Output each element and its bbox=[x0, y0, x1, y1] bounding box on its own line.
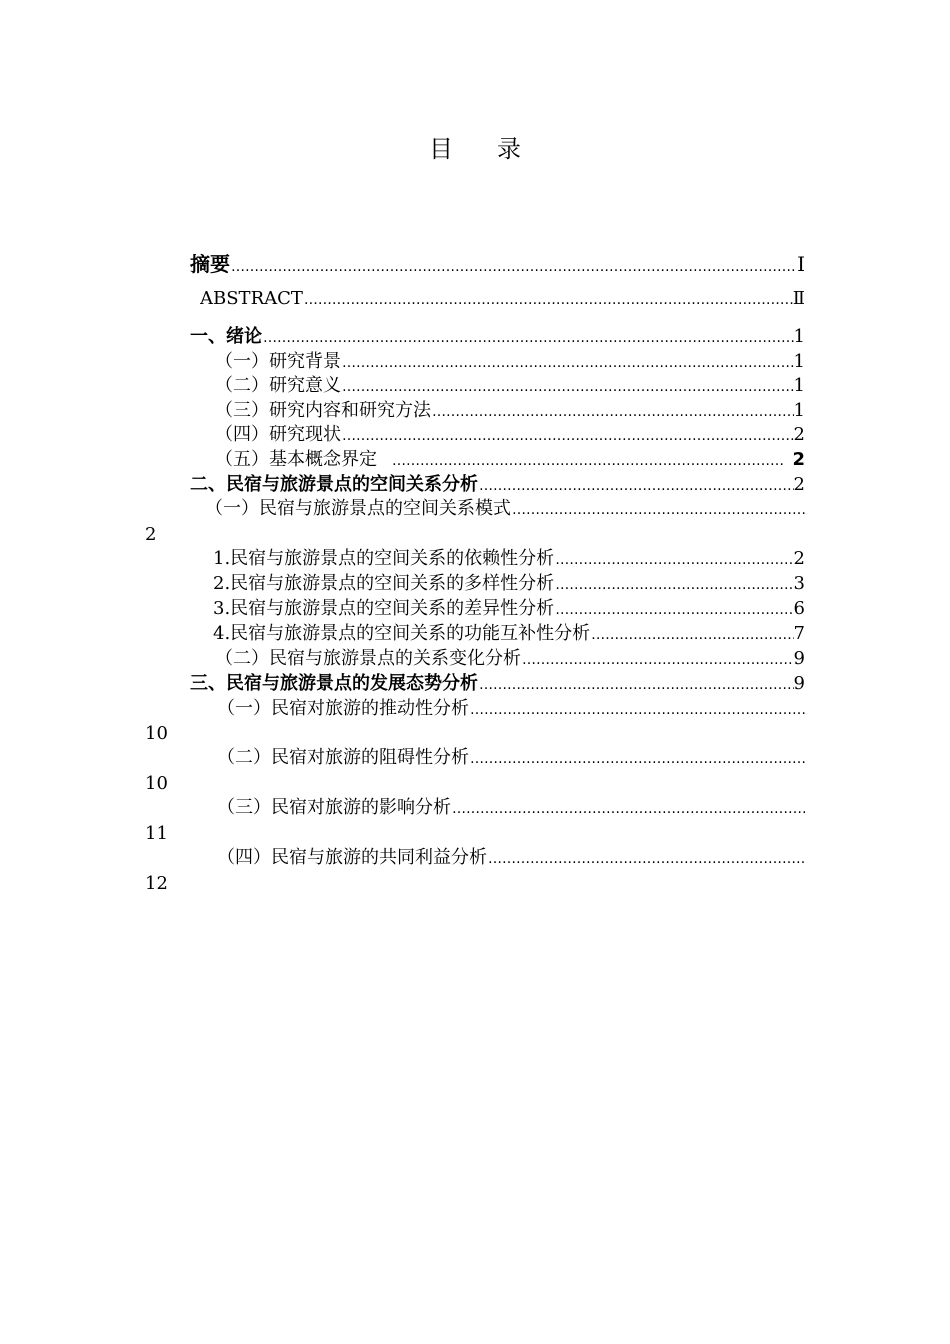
toc-entry-text: ABSTRACT bbox=[200, 288, 303, 309]
toc-entry-text: （二）民宿对旅游的阻碍性分析 bbox=[217, 747, 469, 768]
toc-page-number: 2 bbox=[793, 474, 805, 495]
dot-leader bbox=[341, 424, 794, 447]
toc-entry-text: （二）研究意义 bbox=[215, 375, 341, 396]
toc-entry-text: （四）民宿与旅游的共同利益分析 bbox=[217, 847, 487, 868]
title-char-1: 目 bbox=[429, 135, 453, 163]
toc-page-number: Ⅰ bbox=[797, 252, 805, 276]
dot-leader bbox=[478, 474, 794, 497]
toc-entry-abstract-cn[interactable] bbox=[190, 250, 805, 278]
toc-page-number: 10 bbox=[145, 723, 168, 744]
toc-page-number: 9 bbox=[793, 673, 805, 694]
dot-leader bbox=[341, 375, 794, 398]
toc-page-number: 1 bbox=[793, 351, 805, 372]
toc-entry-section-2-1[interactable] bbox=[205, 497, 805, 521]
toc-page-number: 2 bbox=[793, 548, 805, 569]
dot-leader bbox=[554, 598, 793, 621]
dot-leader bbox=[341, 351, 794, 374]
title-char-2: 录 bbox=[497, 135, 521, 163]
toc-page-number: 6 bbox=[793, 598, 805, 619]
toc-page-number: 9 bbox=[793, 648, 805, 669]
toc-entry-subsection-2-1-1[interactable] bbox=[213, 547, 805, 571]
dot-leader bbox=[590, 623, 793, 646]
toc-entry-text: （一）研究背景 bbox=[215, 351, 341, 372]
toc-entry-text: 2.民宿与旅游景点的空间关系的多样性分析 bbox=[213, 573, 555, 594]
toc-entry-subsection-2-1-3[interactable] bbox=[213, 597, 805, 621]
dot-leader bbox=[511, 498, 805, 521]
toc-entry-text: 一、绪论 bbox=[190, 326, 262, 347]
toc-entry-subsection-2-1-4[interactable] bbox=[213, 622, 805, 646]
toc-entry-text: （二）民宿与旅游景点的关系变化分析 bbox=[215, 648, 521, 669]
dot-leader bbox=[230, 253, 797, 278]
toc-entry-text: 三、民宿与旅游景点的发展态势分析 bbox=[190, 673, 478, 694]
toc-entry-chapter-1[interactable] bbox=[190, 325, 805, 349]
toc-entry-section-3-1[interactable] bbox=[217, 697, 805, 721]
toc-entry-chapter-2[interactable] bbox=[190, 473, 805, 497]
toc-page-number: 10 bbox=[145, 773, 168, 794]
toc-page-number: 3 bbox=[793, 573, 805, 594]
dot-leader bbox=[554, 548, 793, 571]
toc-entry-section-1-2[interactable] bbox=[215, 374, 805, 398]
dot-leader bbox=[451, 797, 805, 820]
dot-leader bbox=[478, 673, 794, 696]
dot-leader bbox=[303, 288, 793, 311]
toc-entry-text: 二、民宿与旅游景点的空间关系分析 bbox=[190, 474, 478, 495]
toc-entry-section-3-2[interactable] bbox=[217, 746, 805, 770]
toc-page-number: 1 bbox=[793, 375, 805, 396]
toc-entry-text: （五）基本概念界定 bbox=[215, 449, 377, 470]
toc-entry-section-3-3[interactable] bbox=[217, 796, 805, 820]
toc-entry-text: （三）民宿对旅游的影响分析 bbox=[217, 797, 451, 818]
dot-leader bbox=[431, 400, 794, 423]
toc-entry-section-2-2[interactable] bbox=[215, 647, 805, 671]
toc-entry-chapter-3[interactable] bbox=[190, 672, 805, 696]
toc-entry-text: 4.民宿与旅游景点的空间关系的功能互补性分析 bbox=[213, 623, 591, 644]
dot-leader bbox=[391, 449, 784, 472]
toc-page-number: 1 bbox=[793, 400, 805, 421]
toc-page-number: Ⅱ bbox=[792, 288, 805, 309]
dot-leader bbox=[487, 847, 805, 870]
toc-entry-section-1-1[interactable] bbox=[215, 350, 805, 374]
toc-entry-section-1-5[interactable] bbox=[215, 448, 805, 472]
toc-page-number: 12 bbox=[145, 873, 168, 894]
toc-entry-section-1-4[interactable] bbox=[215, 423, 805, 447]
toc-entry-text: 1.民宿与旅游景点的空间关系的依赖性分析 bbox=[213, 548, 555, 569]
page-title bbox=[0, 132, 950, 166]
toc-entry-section-1-3[interactable] bbox=[215, 399, 805, 423]
dot-leader bbox=[469, 747, 805, 770]
toc-entry-section-3-4[interactable] bbox=[217, 846, 805, 870]
toc-page-number: 11 bbox=[145, 823, 168, 844]
toc-page-number: 2 bbox=[792, 449, 805, 470]
toc-entry-text: 摘要 bbox=[190, 252, 230, 276]
dot-leader bbox=[469, 698, 805, 721]
toc-page-number: 7 bbox=[793, 623, 805, 644]
toc-entry-abstract-en[interactable] bbox=[200, 287, 805, 311]
toc-page-number: 2 bbox=[145, 524, 157, 545]
dot-leader bbox=[262, 326, 794, 349]
dot-leader bbox=[554, 573, 793, 596]
toc-page-number: 1 bbox=[793, 326, 805, 347]
toc-entry-subsection-2-1-2[interactable] bbox=[213, 572, 805, 596]
toc-entry-text: （一）民宿与旅游景点的空间关系模式 bbox=[205, 498, 511, 519]
toc-entry-text: （三）研究内容和研究方法 bbox=[215, 400, 431, 421]
toc-page-number: 2 bbox=[793, 424, 805, 445]
toc-entry-text: （一）民宿对旅游的推动性分析 bbox=[217, 698, 469, 719]
toc-entry-text: 3.民宿与旅游景点的空间关系的差异性分析 bbox=[213, 598, 555, 619]
dot-leader bbox=[521, 648, 794, 671]
toc-entry-text: （四）研究现状 bbox=[215, 424, 341, 445]
